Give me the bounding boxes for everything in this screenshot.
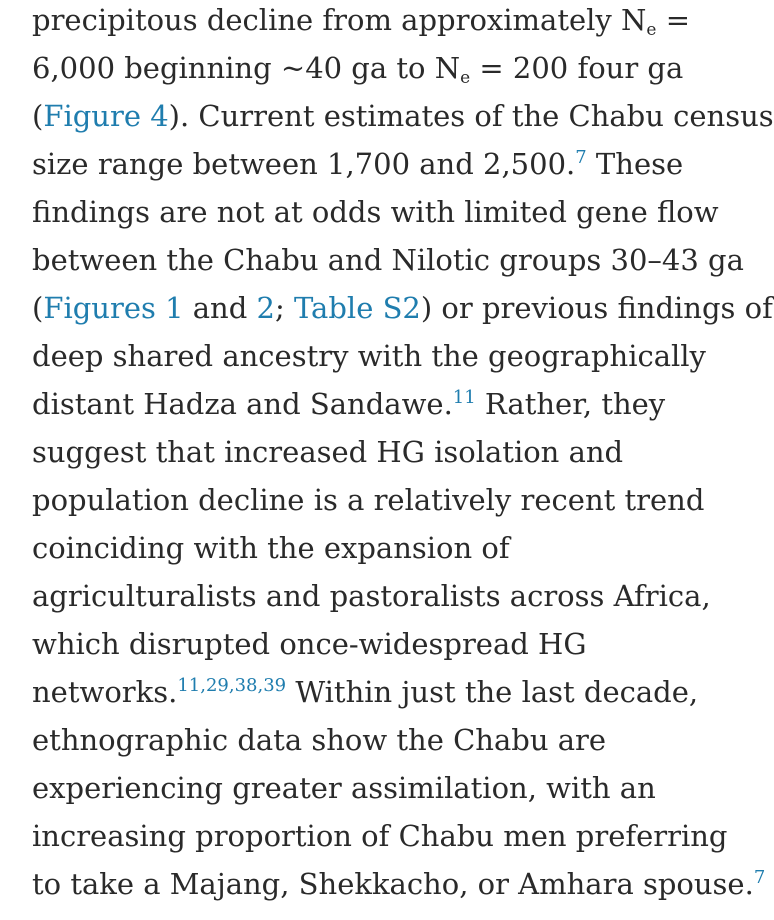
text-run: ; xyxy=(274,291,294,325)
figure-2-link[interactable]: 2 xyxy=(256,291,275,325)
citation-separator: , xyxy=(200,675,206,696)
text-line: suggest that increased HG isolation and xyxy=(32,435,624,469)
subscript-e: e xyxy=(460,68,471,88)
subscript-e: e xyxy=(646,20,657,40)
text-run: = xyxy=(656,3,691,37)
text-line xyxy=(32,291,773,325)
text-line xyxy=(32,387,666,421)
text-line xyxy=(32,51,684,88)
text-line: coinciding with the expansion of xyxy=(32,531,510,565)
text-run: and xyxy=(183,291,257,325)
text-run: 6,000 beginning ~40 ga to N xyxy=(32,51,461,85)
text-run: = 200 four ga xyxy=(470,51,684,85)
text-run: precipitous decline from approximately N xyxy=(32,3,647,37)
text-run: ) or previous findings of xyxy=(420,291,773,325)
text-line: between the Chabu and Nilotic groups 30–43 ga xyxy=(32,243,744,277)
text-run: to take a Majang, Shekkacho, or Amhara spouse. xyxy=(32,867,754,901)
citation-39[interactable]: 39 xyxy=(263,675,287,696)
figures-1-link[interactable]: Figures 1 xyxy=(43,291,184,325)
citation-7[interactable]: 7 xyxy=(575,147,587,168)
citation-separator: , xyxy=(257,675,264,696)
citation-38[interactable]: 38 xyxy=(234,675,258,696)
text-line: which disrupted once-widespread HG xyxy=(32,627,587,661)
text-line: findings are not at odds with limited gene flow xyxy=(32,195,719,229)
text-line: deep shared ancestry with the geographically xyxy=(32,339,706,373)
text-run: distant Hadza and Sandawe. xyxy=(32,387,453,421)
text-run: These xyxy=(586,147,684,181)
citation-11[interactable]: 11 xyxy=(177,675,201,696)
text-run: Rather, they xyxy=(475,387,666,421)
text-run: networks. xyxy=(32,675,178,709)
citation-11[interactable]: 11 xyxy=(452,387,476,408)
text-run: ). Current estimates of the Chabu census xyxy=(168,99,774,133)
text-line: agriculturalists and pastoralists across Africa, xyxy=(32,579,711,613)
text-run: size range between 1,700 and 2,500. xyxy=(32,147,576,181)
text-line xyxy=(32,3,691,40)
text-line xyxy=(32,867,766,901)
table-s2-link[interactable]: Table S2 xyxy=(293,291,421,325)
citation-separator: , xyxy=(228,675,235,696)
text-line: population decline is a relatively recent trend xyxy=(32,483,705,517)
citation-29[interactable]: 29 xyxy=(205,675,229,696)
text-line xyxy=(32,675,699,709)
text-line: experiencing greater assimilation, with an xyxy=(32,771,656,805)
text-line xyxy=(32,147,684,181)
text-run: ( xyxy=(32,291,44,325)
text-run: Within just the last decade, xyxy=(286,675,699,709)
text-line: ethnographic data show the Chabu are xyxy=(32,723,607,757)
text-run: ( xyxy=(32,99,44,133)
figure-4-link[interactable]: Figure 4 xyxy=(43,99,169,133)
citation-group xyxy=(177,675,286,696)
text-line xyxy=(32,99,774,133)
text-line: increasing proportion of Chabu men preferring xyxy=(32,819,728,853)
citation-7[interactable]: 7 xyxy=(753,867,766,888)
